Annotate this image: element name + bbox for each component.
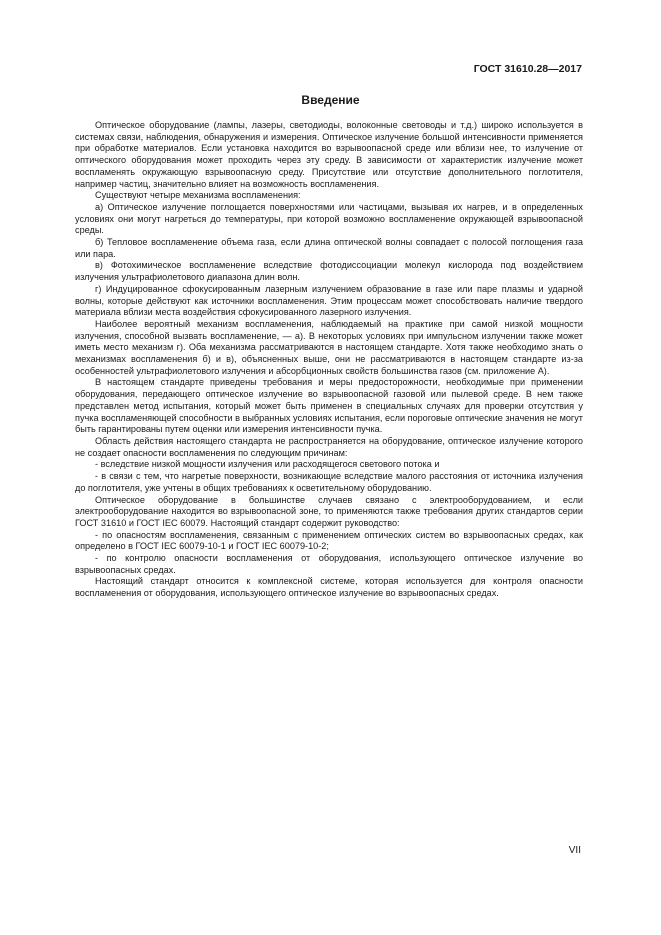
paragraph: а) Оптическое излучение поглощается поверхностями или частицами, вызывая их нагрев, и в определенных условиях они могут нагреться до температуры, при которой возможно воспламенение окружающей взрывоопасной среды. <box>75 201 583 236</box>
paragraph: Настоящий стандарт относится к комплексной системе, которая используется для контроля опасности воспламенения от оборудования, использующего оптическое излучение во взрывоопасных средах. <box>75 576 583 599</box>
paragraph: б) Тепловое воспламенение объема газа, если длина оптической волны совпадает с полосой поглощения газа или пара. <box>75 237 583 259</box>
list-item: - по контролю опасности воспламенения от оборудования, использующего оптическое излучение во взрывоопасных средах. <box>75 553 583 575</box>
paragraph: Область действия настоящего стандарта не распространяется на оборудование, оптическое излучение которого не создает опасности воспламенения по следующим причинам: <box>75 435 583 458</box>
page-number: VII <box>568 845 581 856</box>
section-title: Введение <box>301 93 360 107</box>
paragraph: Оптическое оборудование в большинстве случаев связано с электрооборудованием, и если электрооборудование находится во взрывоопасной зоне, то применяются также требования других стандартов серии ГОСТ 31610 и ГОСТ IEC 60079. Настоящий стандарт содержит руководство: <box>75 494 583 528</box>
paragraph: Оптическое оборудование (лампы, лазеры, светодиоды, волоконные световоды и т.д.) широко используется в системах связи, наблюдения, обнаружения и измерения. Оптическое излучение большой интенсивности применяется при обработке материалов. Если установка находится во взрывоопасной среде или вблизи нее, то излучение от оптического оборудования может проходить через эту среду. В зависимости от характеристик излучение может воспламенять окружающую взрывоопасную среду. Присутствие или отсутствие дополнительного поглотителя, например частиц, значительно влияет на возможность воспламенения. <box>75 120 583 189</box>
paragraph: Наиболее вероятный механизм воспламенения, наблюдаемый на практике при самой низкой мощности излучения, способной вызвать воспламенение, — а). В некоторых условиях при импульсном излучении также может иметь место механизм г). Оба механизма рассматриваются в настоящем стандарте. Хотя также необходимо знать о механизмах воспламенения б) и в), объясненных выше, они не рассматриваются в настоящем стандарте из-за особенностей ультрафиолетового излучения и абсорбционных свойств большинства газов (см. приложение А). <box>75 318 583 376</box>
paragraph: Существуют четыре механизма воспламенения: <box>95 190 301 201</box>
paragraph: в) Фотохимическое воспламенение вследствие фотодиссоциации молекул кислорода под воздействием излучения ультрафиолетового диапазона длин волн. <box>75 260 583 283</box>
body-text <box>75 120 583 600</box>
list-item: - по опасностям воспламенения, связанным с применением оптических систем во взрывоопасных средах, как определено в ГОСТ IEC 60079-10-1 и ГОСТ IEC 60079-10-2; <box>75 529 583 552</box>
document-code: ГОСТ 31610.28—2017 <box>473 63 582 75</box>
list-item: - в связи с тем, что нагретые поверхности, возникающие вследствие малого расстояния от источника излучения до поглотителя, уже учтены в общих требованиях к осветительному оборудованию. <box>75 471 583 493</box>
paragraph: г) Индуцированное сфокусированным лазерным излучением образование в газе или паре плазмы и ударной волны, которые действуют как источники воспламенения. Этим процессам может способствовать наличие твердого материала вблизи места воздействия сфокусированного лазерного излучения. <box>75 283 583 318</box>
paragraph: В настоящем стандарте приведены требования и меры предосторожности, необходимые при применении оборудования, передающего оптическое излучение во взрывоопасной газовой или пылевой среде. В нем также представлен метод испытания, который может быть применен в специальных случаях для проверки отсутствия у пучка воспламеняющей способности в выбранных условиях испытания, если пороговые оптические значения не могут быть гарантированы путем оценки или измерения интенсивности пучка. <box>75 377 583 435</box>
list-item: - вследствие низкой мощности излучения или расходящегося светового потока и <box>95 459 440 470</box>
